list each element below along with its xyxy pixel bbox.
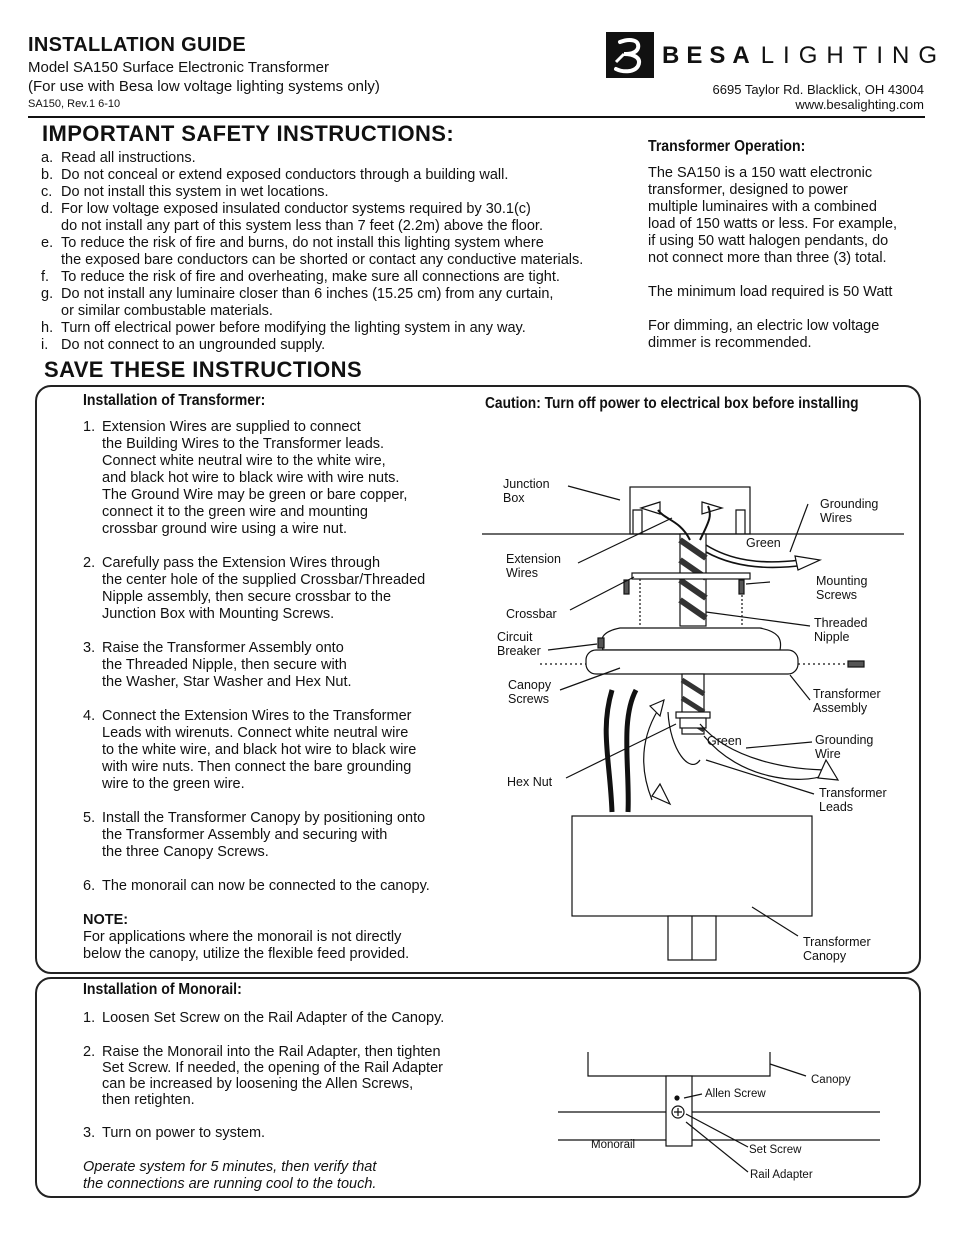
revision-label: SA150, Rev.1 6-10	[28, 98, 121, 110]
brand-wordmark	[662, 42, 946, 70]
transformer-canopy	[572, 816, 812, 916]
step: 1. Loosen Set Screw on the Rail Adapter of the Canopy.	[83, 1010, 445, 1026]
operation-text: The SA150 is a 150 watt electronic transformer, designed to power multiple luminaires with a combined load of 150 watts or less. For example, if using 50 watt halogen pendants, do not connect more than three (3) total. The minimum load required is 50 Watt For dimming, an electric low voltage dimmer is recommended.	[648, 165, 898, 351]
step: 3. Raise the Transformer Assembly onto the Threaded Nipple, then secure with the Washer, Star Washer and Hex Nut.	[83, 640, 352, 690]
label-canopy-screws: Canopy Screws	[508, 678, 552, 706]
caution-text: Caution: Turn off power to electrical box before installing	[485, 395, 859, 412]
label-rail-adapter: Rail Adapter	[750, 1169, 813, 1181]
use-note: (For use with Besa low voltage lighting systems only)	[28, 78, 380, 95]
label-green-bottom: Green	[707, 734, 742, 748]
save-instructions: SAVE THESE INSTRUCTIONS	[44, 357, 363, 382]
safety-item: c. Do not install this system in wet locations.	[41, 184, 329, 200]
canopy-outline	[588, 1052, 770, 1076]
wirenut-top-2	[702, 502, 722, 514]
transformer-dome	[602, 628, 781, 650]
closing-note: Operate system for 5 minutes, then verify that the connections are running cool to the touch.	[83, 1159, 377, 1192]
transformer-flange	[586, 650, 798, 674]
safety-item: d. For low voltage exposed insulated conductor systems required by 30.1(c) do not install any part of this system less than 7 feet (2.2m) above the floor.	[41, 201, 543, 234]
note-label: NOTE:	[83, 912, 129, 928]
address: 6695 Taylor Rd. Blacklick, OH 43004	[712, 82, 924, 97]
model-line: Model SA150 Surface Electronic Transformer	[28, 59, 329, 76]
label-extension-wires: Extension Wires	[506, 552, 561, 580]
allen-screw-dot	[675, 1096, 679, 1100]
label-crossbar: Crossbar	[506, 607, 557, 621]
step: 2. Carefully pass the Extension Wires through the center hole of the supplied Crossbar/Threaded Nipple assembly, then secure crossbar to the Junction Box with Mounting Screws.	[83, 555, 426, 622]
safety-item: i. Do not connect to an ungrounded supply.	[41, 337, 326, 353]
monorail-heading: Installation of Monorail:	[83, 981, 242, 998]
monorail-diagram	[550, 1045, 910, 1190]
junction-box-tab-right	[736, 510, 745, 534]
safety-item: g. Do not install any luminaire closer than 6 inches (15.25 cm) from any curtain, or similar combustable materials.	[41, 286, 554, 319]
note-text: For applications where the monorail is not directly below the canopy, utilize the flexible feed provided.	[83, 929, 410, 962]
operation-heading: Transformer Operation:	[648, 138, 806, 155]
safety-item: b. Do not conceal or extend exposed conductors through a building wall.	[41, 167, 509, 183]
grounding-wirenut	[795, 556, 820, 570]
label-monorail: Monorail	[591, 1139, 636, 1151]
label-circuit-breaker: Circuit Breaker	[497, 630, 541, 658]
label-transformer-assembly: Transformer Assembly	[813, 687, 881, 715]
label-green-top: Green	[746, 536, 781, 550]
label-threaded-nipple: Threaded Nipple	[814, 616, 868, 644]
monorail-steps	[83, 1010, 483, 1193]
safety-item: e. To reduce the risk of fire and burns, do not install this lighting system where the exposed bare conductors can be shorted or contact any conductive materials.	[41, 235, 584, 268]
step: 1. Extension Wires are supplied to connect the Building Wires to the Transformer leads. Connect white neutral wire to the white wire, and black hot wire to black wire with wire nuts. The Ground Wire may be green or bare copper, connect it to the green wire and mounting crossbar ground wire using a wire nut.	[83, 419, 408, 537]
safety-item: h. Turn off electrical power before modifying the lighting system in any way.	[41, 320, 526, 336]
step: 6. The monorail can now be connected to the canopy.	[83, 878, 430, 894]
label-allen-screw: Allen Screw	[705, 1088, 766, 1100]
safety-item: f. To reduce the risk of fire and overheating, make sure all connections are tight.	[41, 269, 560, 285]
junction-box-tab-left	[633, 510, 642, 534]
label-mounting-screws: Mounting Screws	[816, 574, 868, 602]
step: 2. Raise the Monorail into the Rail Adapter, then tighten Set Screw. If needed, the opening of the Rail Adapter can be increased by loosening the Allen Screws, then retighten.	[83, 1044, 443, 1108]
crossbar	[632, 573, 750, 579]
label-canopy: Canopy	[811, 1074, 851, 1086]
washer	[676, 712, 710, 718]
step: 4. Connect the Extension Wires to the Transformer Leads with wirenuts. Connect white neutral wire to the white wire, and black hot wire to black wire with wire nuts. Then connect the bare grounding wire to the green wire.	[83, 708, 417, 792]
website: www.besalighting.com	[795, 97, 924, 112]
brand-besa: BESA	[662, 42, 757, 69]
label-junction-box: Junction Box	[503, 477, 550, 505]
label-transformer-leads: Transformer Leads	[819, 786, 887, 814]
transformer-diagram	[470, 470, 915, 970]
wirenut-top-1	[641, 502, 660, 514]
label-set-screw: Set Screw	[749, 1144, 802, 1156]
step: 3. Turn on power to system.	[83, 1125, 266, 1141]
label-transformer-canopy: Transformer Canopy	[803, 935, 871, 963]
besa-logo-mark	[606, 32, 654, 78]
label-grounding-wire: Grounding Wire	[815, 733, 874, 761]
label-hex-nut: Hex Nut	[507, 775, 553, 789]
guide-title: INSTALLATION GUIDE	[28, 34, 246, 56]
brand-lighting: LIGHTING	[760, 42, 947, 69]
label-grounding-wires: Grounding Wires	[820, 497, 879, 525]
transformer-steps	[83, 419, 473, 963]
circuit-breaker-knob	[598, 638, 604, 648]
safety-heading: IMPORTANT SAFETY INSTRUCTIONS:	[42, 121, 455, 146]
safety-item: a. Read all instructions.	[41, 150, 196, 166]
transformer-heading: Installation of Transformer:	[83, 392, 266, 409]
header-rule	[28, 116, 925, 118]
besa-b-icon	[606, 32, 654, 78]
safety-list	[41, 150, 583, 354]
step: 5. Install the Transformer Canopy by positioning onto the Transformer Assembly and securing with the three Canopy Screws.	[83, 810, 426, 860]
